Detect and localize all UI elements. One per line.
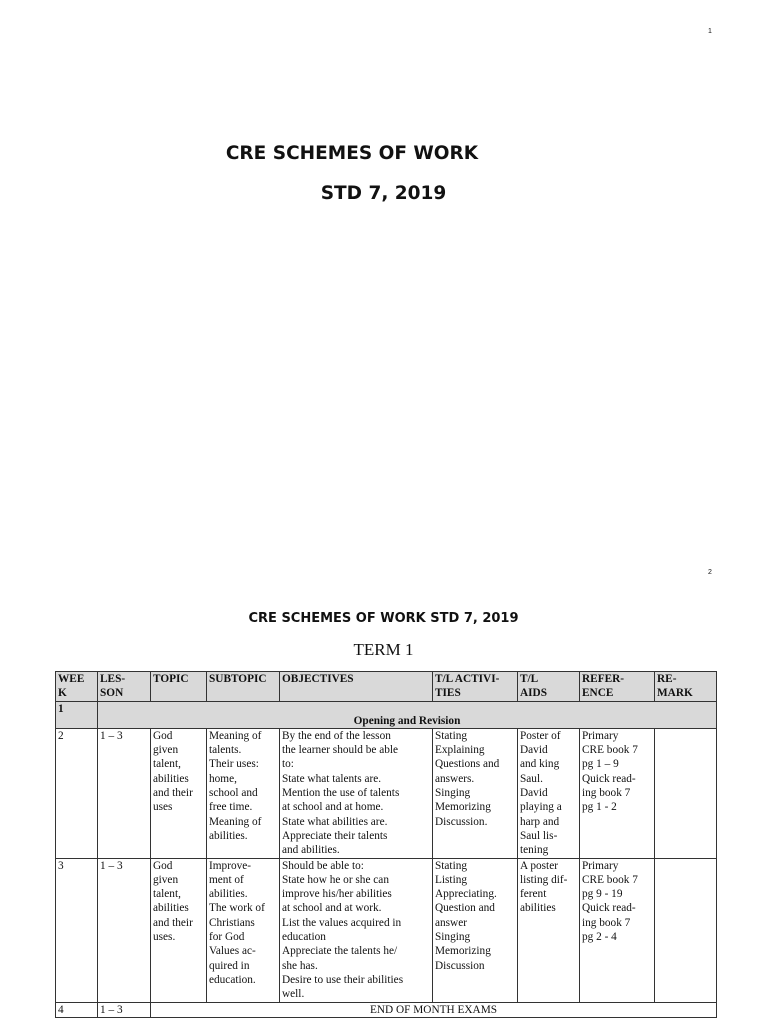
objectives-cell (280, 858, 433, 1002)
week-cell: 4 (56, 1002, 98, 1017)
cell-line: free time. (209, 801, 253, 814)
cell-line: ment of (209, 873, 244, 886)
header-week: WEE K (56, 672, 98, 702)
cell-line: given (153, 873, 179, 886)
cell-line: home, (209, 772, 237, 785)
cell-line: State what talents are. (282, 772, 382, 785)
cell-line: Meaning of (209, 729, 262, 742)
cell-line: Discussion (435, 959, 485, 972)
table-row (56, 728, 717, 858)
page-number: 1 (708, 28, 712, 35)
cell-line: David (520, 787, 548, 800)
lesson-cell: 1 – 3 (98, 858, 151, 1002)
week-cell: 3 (56, 858, 98, 1002)
cell-line: Discussion. (435, 815, 488, 828)
table-row (56, 701, 717, 728)
cell-line: listing dif- (520, 873, 568, 886)
cell-line: Their uses: (209, 758, 259, 771)
cell-line: Question and (435, 902, 495, 915)
cell-line: given (153, 744, 179, 757)
topic-cell (151, 728, 207, 858)
cell-line: Desire to use their abilities (282, 973, 404, 986)
cell-line: CRE book 7 (582, 744, 638, 757)
cell-line: and king (520, 758, 560, 771)
cell-line: By the end of the lesson (282, 729, 391, 742)
cell-line: List the values acquired in (282, 916, 402, 929)
merged-cell: END OF MONTH EXAMS (151, 1002, 717, 1017)
header-activities: T/L ACTIVI- TIES (433, 672, 518, 702)
header-topic: TOPIC (151, 672, 207, 702)
cell-line: uses (153, 801, 173, 814)
cell-line: for God (209, 931, 245, 944)
cell-line: tening (520, 844, 549, 857)
cell-line: State how he or she can (282, 873, 389, 886)
cell-line: answers. (435, 772, 475, 785)
cell-line: pg 1 - 2 (582, 801, 617, 814)
cell-line: God (153, 859, 173, 872)
header-lesson: LES- SON (98, 672, 151, 702)
cell-line: improve his/her abilities (282, 888, 392, 901)
cell-line: answer (435, 916, 467, 929)
cell-line: Christians (209, 916, 255, 929)
table-row (56, 1002, 717, 1017)
cell-line: education. (209, 973, 256, 986)
cell-line: Saul lis- (520, 829, 558, 842)
topic-cell (151, 858, 207, 1002)
header-objectives: OBJECTIVES (280, 672, 433, 702)
cell-line: ferent (520, 888, 547, 901)
cell-line: A poster (520, 859, 558, 872)
cell-line: abilities (520, 902, 556, 915)
cover-title: CRE SCHEMES OF WORK (225, 143, 479, 164)
subtopic-cell (207, 858, 280, 1002)
cell-line: ing book 7 (582, 787, 631, 800)
cell-line: Explaining (435, 744, 485, 757)
cell-line: Saul. (520, 772, 543, 785)
cell-line: Memorizing (435, 945, 491, 958)
cell-line: Mention the use of talents (282, 787, 400, 800)
header-aids: T/L AIDS (518, 672, 580, 702)
cell-line: at school and at home. (282, 801, 384, 814)
cell-line: Questions and (435, 758, 500, 771)
remark-cell (655, 728, 717, 858)
subtopic-cell (207, 728, 280, 858)
week-cell: 2 (56, 728, 98, 858)
cell-line: abilities. (209, 888, 248, 901)
cell-line: Stating (435, 729, 468, 742)
cell-line: school and (209, 787, 258, 800)
term-heading: TERM 1 (353, 640, 414, 659)
merged-cell: Opening and Revision (98, 701, 717, 728)
cell-line: talent, (153, 758, 181, 771)
cell-line: education (282, 931, 326, 944)
lesson-cell: 1 – 3 (98, 728, 151, 858)
cell-line: CRE book 7 (582, 873, 638, 886)
cell-line: and their (153, 916, 193, 929)
activities-cell (433, 728, 518, 858)
cell-line: harp and (520, 815, 560, 828)
cell-line: Primary (582, 859, 619, 872)
cell-line: Primary (582, 729, 619, 742)
cell-line: well. (282, 988, 305, 1001)
cell-line: Quick read- (582, 902, 636, 915)
cell-line: Poster of (520, 729, 561, 742)
table-row (56, 858, 717, 1002)
table-header-row (56, 672, 717, 702)
cell-line: Singing (435, 787, 471, 800)
header-subtopic: SUBTOPIC (207, 672, 280, 702)
cell-line: Quick read- (582, 772, 636, 785)
cell-line: ing book 7 (582, 916, 631, 929)
cell-line: God (153, 729, 173, 742)
cell-line: pg 1 – 9 (582, 758, 619, 771)
reference-cell (580, 728, 655, 858)
reference-cell (580, 858, 655, 1002)
header-remark: RE- MARK (655, 672, 717, 702)
cell-line: pg 2 - 4 (582, 931, 617, 944)
cell-line: Stating (435, 859, 468, 872)
cell-line: Memorizing (435, 801, 491, 814)
cell-line: Meaning of (209, 815, 262, 828)
cell-line: at school and at work. (282, 902, 382, 915)
cell-line: Should be able to: (282, 859, 364, 872)
cell-line: Appreciating. (435, 888, 497, 901)
week-cell: 1 (56, 701, 98, 728)
header-reference: REFER- ENCE (580, 672, 655, 702)
cell-line: quired in (209, 959, 250, 972)
remark-cell (655, 858, 717, 1002)
schemes-table (55, 671, 717, 1018)
cell-line: to: (282, 758, 294, 771)
page-title: CRE SCHEMES OF WORK STD 7, 2019 (248, 611, 519, 626)
lesson-cell: 1 – 3 (98, 1002, 151, 1017)
aids-cell (518, 728, 580, 858)
cell-line: abilities. (209, 829, 248, 842)
cell-line: Improve- (209, 859, 252, 872)
cover-subtitle: STD 7, 2019 (320, 183, 447, 204)
cell-line: playing a (520, 801, 562, 814)
cell-line: talents. (209, 744, 242, 757)
cell-line: pg 9 - 19 (582, 888, 623, 901)
cell-line: talent, (153, 888, 181, 901)
cell-line: abilities (153, 902, 189, 915)
objectives-cell (280, 728, 433, 858)
cell-line: she has. (282, 959, 318, 972)
aids-cell (518, 858, 580, 1002)
cell-line: David (520, 744, 548, 757)
cell-line: and their (153, 787, 193, 800)
cell-line: The work of (209, 902, 265, 915)
cell-line: and abilities. (282, 844, 340, 857)
cell-line: Singing (435, 931, 471, 944)
page-number: 2 (708, 569, 712, 576)
cell-line: the learner should be able (282, 744, 399, 757)
activities-cell (433, 858, 518, 1002)
cell-line: Appreciate their talents (282, 829, 388, 842)
cell-line: uses. (153, 931, 176, 944)
cell-line: Values ac- (209, 945, 256, 958)
cell-line: State what abilities are. (282, 815, 388, 828)
cell-line: Listing (435, 873, 468, 886)
cell-line: Appreciate the talents he/ (282, 945, 398, 958)
cell-line: abilities (153, 772, 189, 785)
